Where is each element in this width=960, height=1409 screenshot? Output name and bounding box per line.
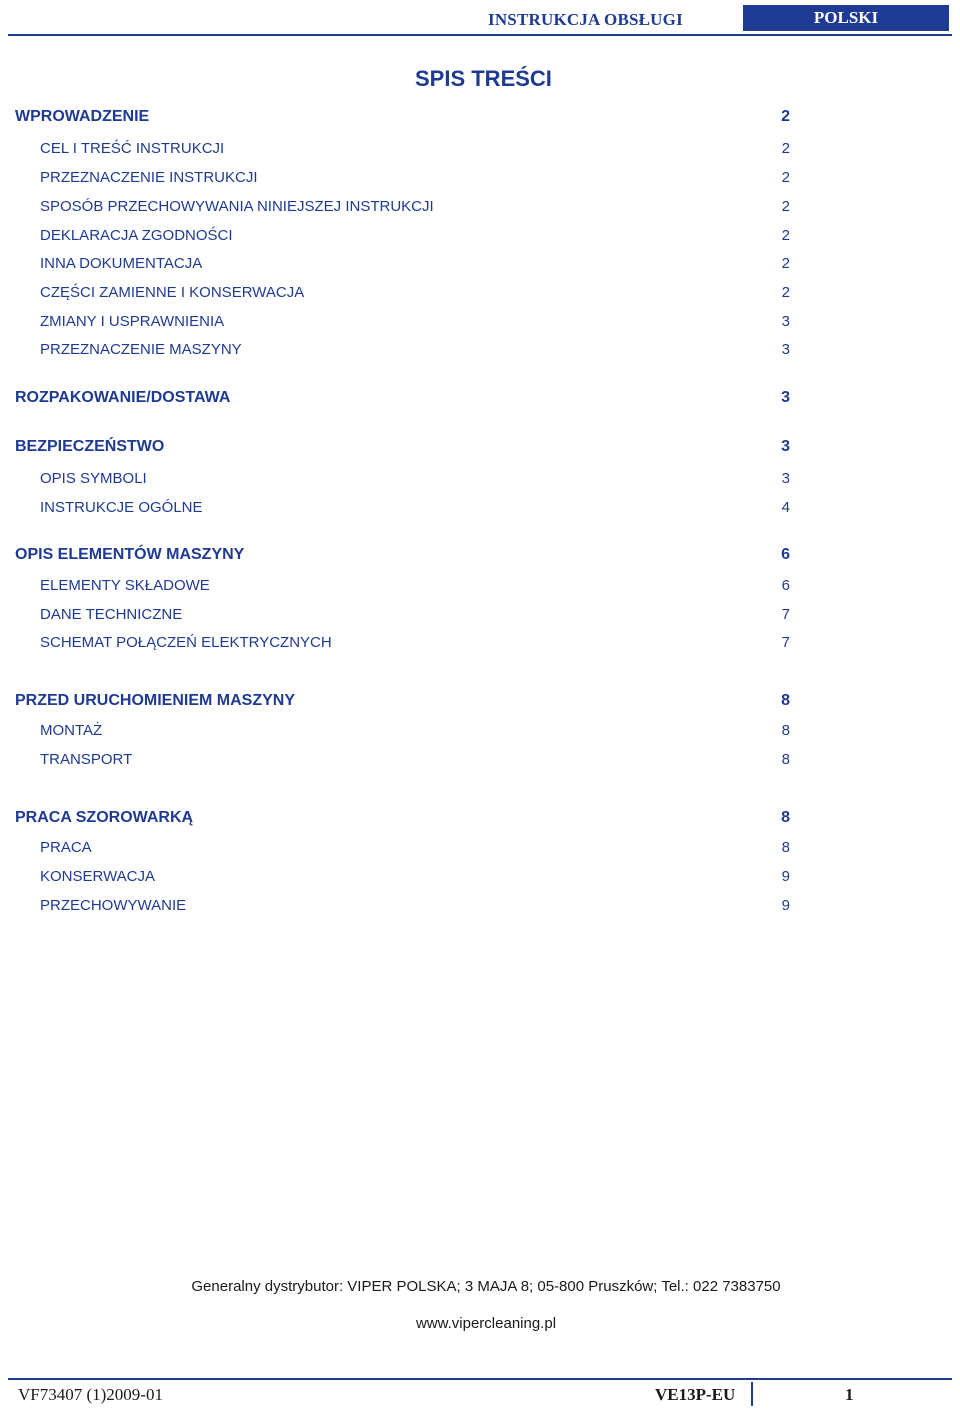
- toc-section: [0, 546, 960, 568]
- toc-item-label: PRZEZNACZENIE INSTRUKCJI: [40, 169, 258, 186]
- toc-item-label: OPIS SYMBOLI: [40, 470, 147, 487]
- toc-item-label: MONTAŻ: [40, 722, 103, 739]
- toc-item-label: SPOSÓB PRZECHOWYWANIA NINIEJSZEJ INSTRUKCJI: [40, 198, 434, 215]
- toc-item: [0, 606, 960, 628]
- toc-item-page: 2: [781, 169, 790, 186]
- toc-section-page: 6: [781, 546, 790, 563]
- toc-item-label: CZĘŚCI ZAMIENNE I KONSERWACJA: [40, 284, 305, 301]
- page-number: 1: [845, 1385, 854, 1404]
- toc-section-label: PRACA SZOROWARKĄ: [15, 809, 194, 826]
- toc-item: [0, 577, 960, 599]
- toc-item-page: 8: [781, 751, 790, 768]
- toc-item-label: PRZECHOWYWANIE: [40, 897, 187, 914]
- header-divider: [8, 34, 952, 36]
- toc-item-page: 7: [781, 606, 790, 623]
- toc-item: [0, 198, 960, 220]
- toc-item-page: 8: [781, 722, 790, 739]
- toc-item-page: 4: [781, 499, 790, 516]
- toc-item: [0, 470, 960, 492]
- toc-item-page: 2: [781, 227, 790, 244]
- toc-item: [0, 839, 960, 861]
- footer-separator: [751, 1382, 753, 1406]
- toc-item: [0, 897, 960, 919]
- toc-item: [0, 255, 960, 277]
- toc-item-page: 3: [781, 470, 790, 487]
- toc-item-label: DANE TECHNICZNE: [40, 606, 183, 623]
- toc-section: [0, 692, 960, 714]
- toc-item-label: INSTRUKCJE OGÓLNE: [40, 499, 203, 516]
- toc-item-label: KONSERWACJA: [40, 868, 156, 885]
- toc-item-label: PRZEZNACZENIE MASZYNY: [40, 341, 242, 358]
- toc-item: [0, 868, 960, 890]
- toc-item-page: 2: [781, 255, 790, 272]
- toc-item-label: DEKLARACJA ZGODNOŚCI: [40, 227, 233, 244]
- toc-item-page: 2: [781, 140, 790, 157]
- toc-section-label: WPROWADZENIE: [15, 108, 150, 125]
- header-language-badge: POLSKI: [743, 5, 949, 31]
- toc-item-label: ELEMENTY SKŁADOWE: [40, 577, 210, 594]
- toc-item-page: 9: [781, 868, 790, 885]
- toc-item: [0, 722, 960, 744]
- toc-item: [0, 169, 960, 191]
- toc-section-label: BEZPIECZEŃSTWO: [15, 438, 165, 455]
- toc-item: [0, 284, 960, 306]
- header-doc-type: INSTRUKCJA OBSŁUGI: [488, 10, 683, 29]
- toc-section-page: 3: [781, 389, 790, 406]
- toc-section: [0, 438, 960, 460]
- toc-item-label: CEL I TREŚĆ INSTRUKCJI: [40, 140, 225, 157]
- toc-item-page: 7: [781, 634, 790, 651]
- toc-item: [0, 751, 960, 773]
- toc-item: [0, 227, 960, 249]
- toc-item: [0, 140, 960, 162]
- toc-item: [0, 341, 960, 363]
- toc-item: [0, 634, 960, 656]
- toc-item-page: 2: [781, 284, 790, 301]
- toc-item-page: 3: [781, 313, 790, 330]
- toc-item-page: 2: [781, 198, 790, 215]
- toc-section: [0, 389, 960, 411]
- toc-section-page: 8: [781, 809, 790, 826]
- document-code: VF73407 (1)2009-01: [18, 1385, 163, 1404]
- toc-item: [0, 313, 960, 335]
- toc-section-page: 8: [781, 692, 790, 709]
- toc-section-label: ROZPAKOWANIE/DOSTAWA: [15, 389, 231, 406]
- model-number: VE13P-EU: [655, 1385, 736, 1404]
- toc-section: [0, 809, 960, 831]
- toc-item: [0, 499, 960, 521]
- toc-title: SPIS TREŚCI: [415, 66, 552, 91]
- toc-item-label: TRANSPORT: [40, 751, 133, 768]
- toc-item-label: ZMIANY I USPRAWNIENIA: [40, 313, 225, 330]
- toc-section-label: PRZED URUCHOMIENIEM MASZYNY: [15, 692, 296, 709]
- toc-section: [0, 108, 960, 130]
- toc-item-page: 9: [781, 897, 790, 914]
- footer-divider: [8, 1378, 952, 1380]
- toc-item-label: PRACA: [40, 839, 92, 856]
- website-link[interactable]: www.vipercleaning.pl: [415, 1315, 557, 1332]
- toc-section-page: 2: [781, 108, 790, 125]
- toc-section-page: 3: [781, 438, 790, 455]
- toc-item-page: 8: [781, 839, 790, 856]
- toc-item-page: 3: [781, 341, 790, 358]
- toc-item-label: SCHEMAT POŁĄCZEŃ ELEKTRYCZNYCH: [40, 634, 332, 651]
- toc-item-label: INNA DOKUMENTACJA: [40, 255, 203, 272]
- distributor-info: Generalny dystrybutor: VIPER POLSKA; 3 MAJA 8; 05-800 Pruszków; Tel.: 022 7383750: [191, 1278, 781, 1295]
- toc-item-page: 6: [781, 577, 790, 594]
- toc-section-label: OPIS ELEMENTÓW MASZYNY: [15, 546, 245, 563]
